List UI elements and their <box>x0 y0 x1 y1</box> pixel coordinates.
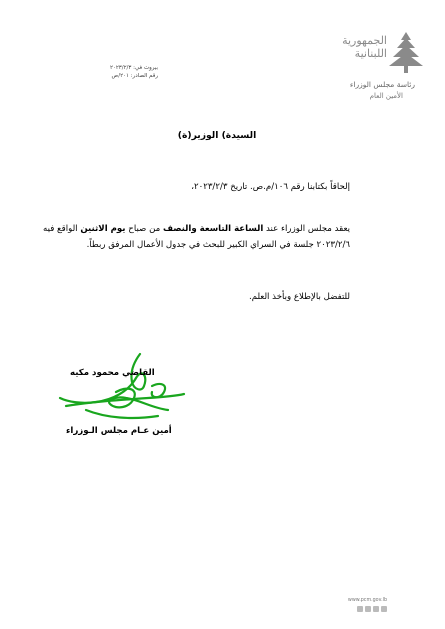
reference-line: إلحاقاً بكتابنا رقم ١٠٦/م.ص. تاريخ ٢٠٢٣/٢/٣، <box>191 182 350 192</box>
handwritten-signature <box>56 348 192 428</box>
date-line: بيروت في: ٢٠٢٣/٢/٣ <box>109 65 158 71</box>
instagram-icon <box>381 606 387 612</box>
twitter-icon <box>365 606 371 612</box>
meeting-paragraph-line2: ٢٠٢٣/٢/٦ جلسة في السراي الكبير للبحث في جدول الأعمال المرفق ربطاً. <box>86 240 350 250</box>
meeting-paragraph-line1: يعقد مجلس الوزراء عند الساعة التاسعة والنصف من صباح يوم الاثنين الواقع فيه <box>43 224 350 234</box>
facebook-icon <box>357 606 363 612</box>
secretary-general-label: الأمين العام <box>369 92 403 100</box>
ref-line: رقم الصادر: ٢٠١/ص <box>111 73 158 79</box>
closing-line: للتفضل بالإطلاع وبأخذ العلم. <box>249 292 350 302</box>
youtube-icon <box>373 606 379 612</box>
presidency-label: رئاسة مجلس الوزراء <box>349 80 415 89</box>
signatory-title: أمين عـام مجلس الـوزراء <box>66 426 172 436</box>
addressee: السيدة) الوزير(ة) <box>177 130 257 141</box>
document-meta <box>78 64 158 80</box>
signatory-name: القاضي محمود مكيه <box>70 368 155 378</box>
footer-url: www.pcm.gov.lb <box>347 598 387 603</box>
social-icons <box>357 606 387 612</box>
letterhead <box>335 30 427 110</box>
republic-wordmark: الجمهورية اللبنانية <box>342 34 387 60</box>
footer <box>317 598 387 614</box>
cedar-emblem-icon <box>387 30 425 74</box>
